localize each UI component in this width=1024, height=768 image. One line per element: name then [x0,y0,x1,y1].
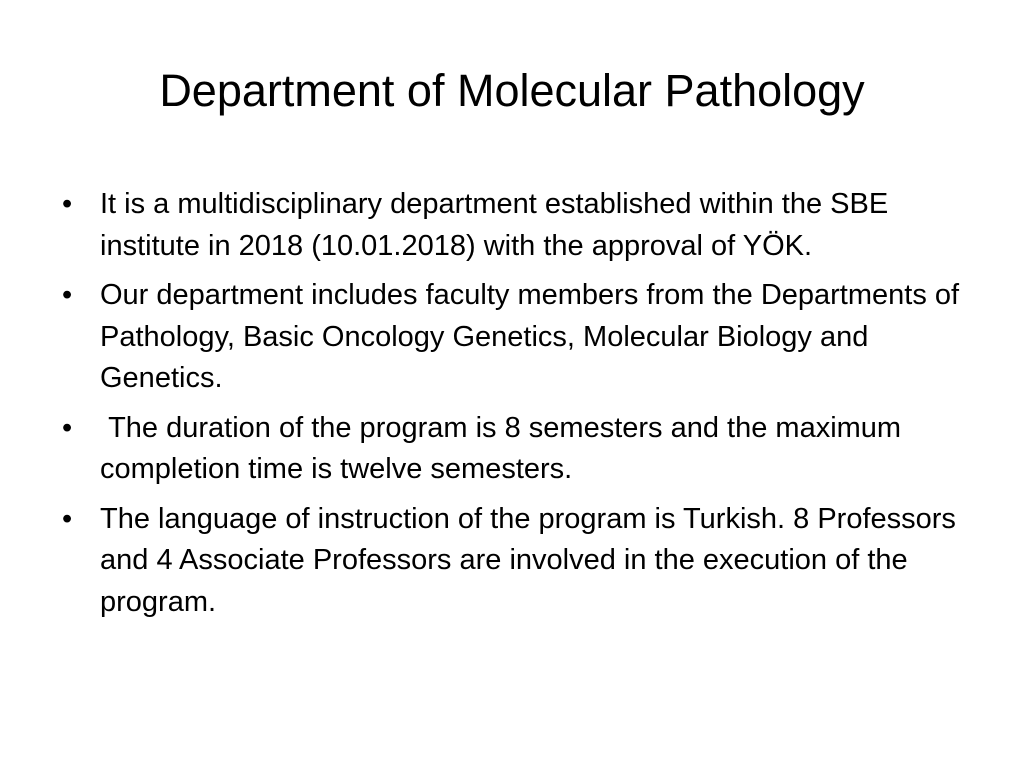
bullet-icon: • [62,279,73,311]
bullet-text: The duration of the program is 8 semesters and the maximum completion time is twelve semesters. [100,411,910,485]
list-item [60,184,980,267]
bullet-icon: • [62,188,73,220]
list-item [60,408,980,491]
list-item [60,275,980,400]
bullet-icon: • [62,502,73,535]
bullet-text: It is a multidisciplinary department established within the SBE institute in 2018 (10.01.2018) with the approval of YÖK. [100,188,889,262]
bullet-text: The language of instruction of the program is Turkish. 8 Professors and 4 Associate Professors are involved in the execution of the program. [100,502,956,618]
list-item [60,499,980,624]
bullet-list [60,184,980,631]
slide-title: Department of Molecular Pathology [159,65,865,116]
bullet-icon: • [62,411,73,444]
bullet-text: Our department includes faculty members from the Departments of Pathology, Basic Oncology Genetics, Molecular Biology and Genetics. [100,279,960,394]
